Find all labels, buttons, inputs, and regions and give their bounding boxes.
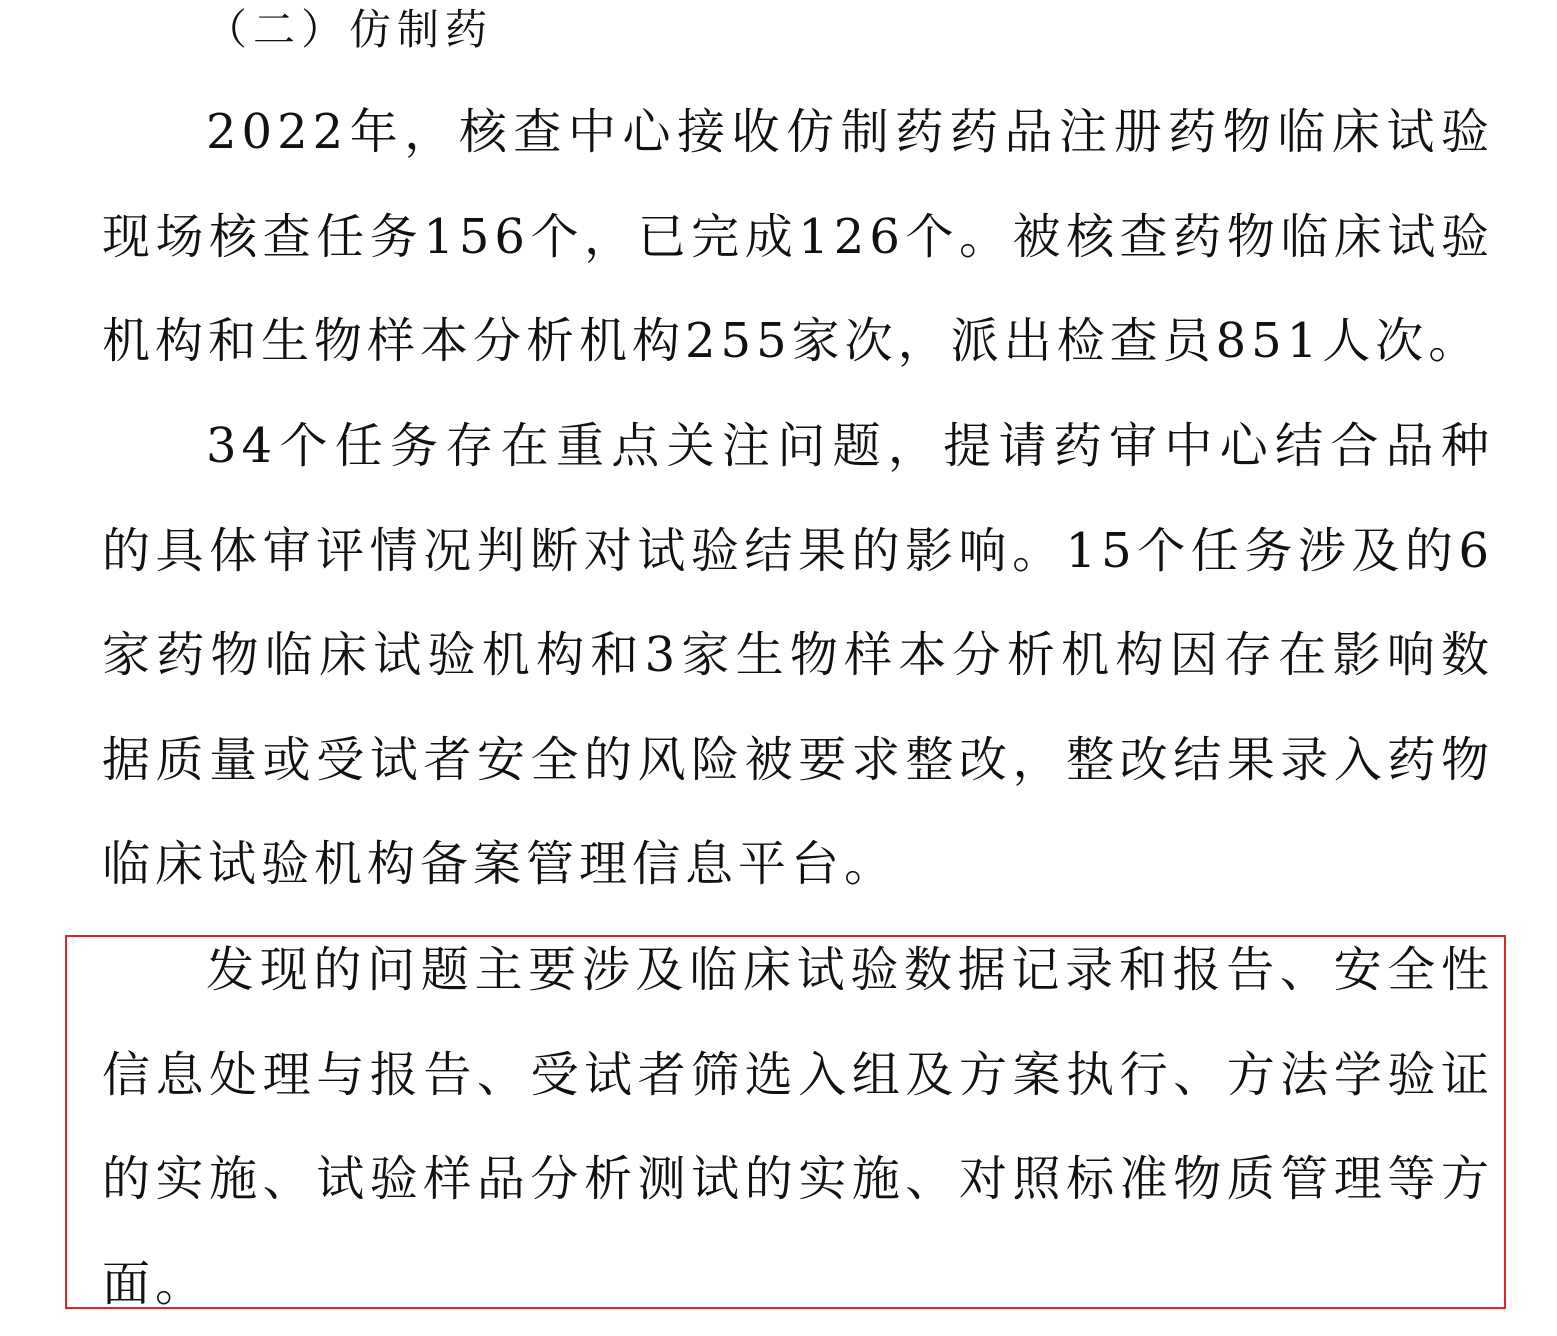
section-heading: （二）仿制药 — [205, 5, 494, 54]
paragraph-findings: 发现的问题主要涉及临床试验数据记录和报告、安全性信息处理与报告、受试者筛选入组及方案执行、方法学验证的实施、试验样品分析测试的实施、对照标准物质管理等方面。 — [102, 942, 1494, 1312]
paragraph-issues: 34个任务存在重点关注问题，提请药审中心结合品种的具体审评情况判断对试验结果的影响。15个任务涉及的6家药物临床试验机构和3家生物样本分析机构因存在影响数据质量或受试者安全的风险被要求整改，整改结果录入药物临床试验机构备案管理信息平台。 — [102, 418, 1494, 892]
paragraph-overview: 2022年，核查中心接收仿制药药品注册药物临床试验现场核查任务156个，已完成126个。被核查药物临床试验机构和生物样本分析机构255家次，派出检查员851人次。 — [102, 104, 1494, 369]
